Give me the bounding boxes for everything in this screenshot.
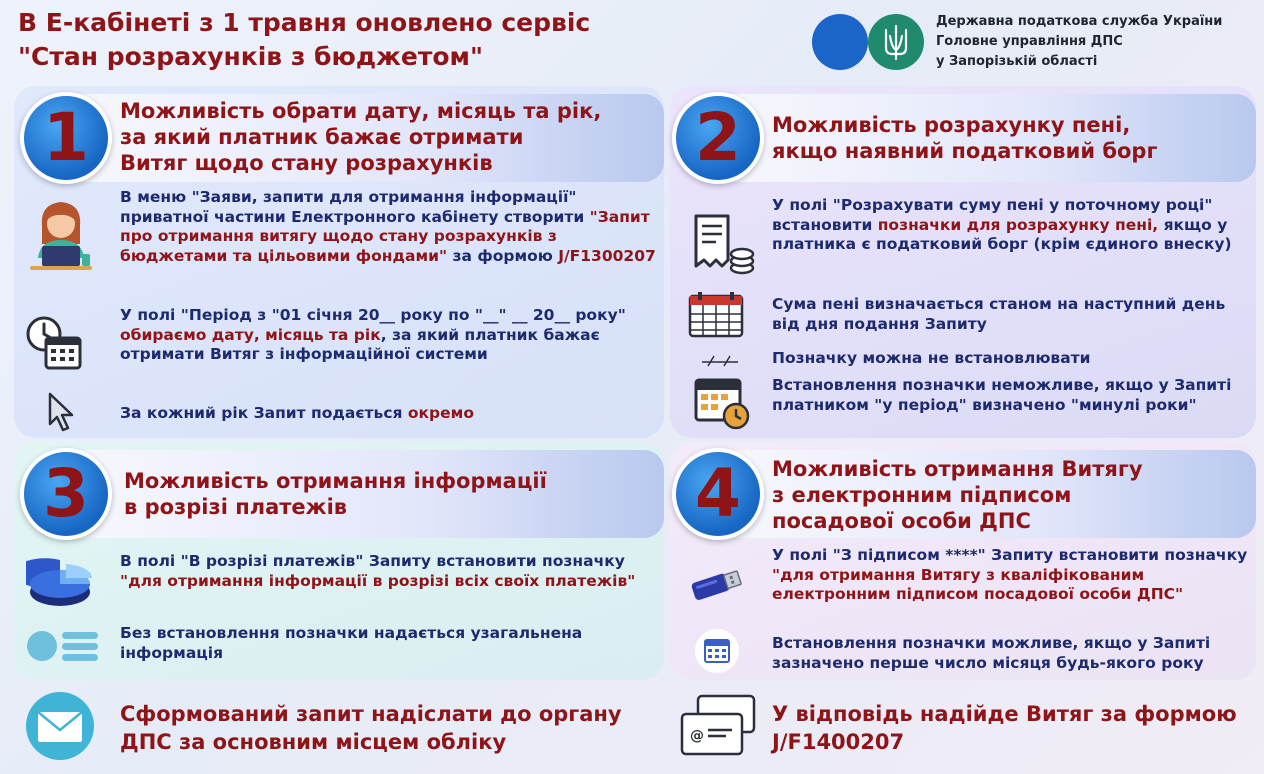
section-4-title [772,456,1252,534]
page-title [18,6,718,74]
text-run: , за який платник бажає отримати Витяг з інформаційної системи [120,325,600,363]
section-2-number-badge [672,92,764,184]
section-2-item-1-text [772,196,1252,255]
form-code: J/F1300207 [558,246,656,265]
text-run: За кожний рік Запит подається [120,404,408,422]
text-run: за формою [447,246,559,265]
section-2-item-2-text: Сума пені визначається станом на наступний день від дня подання Запиту [772,295,1226,333]
section-3-item-2-text: Без встановлення позначки надається узагальнена інформація [120,624,583,662]
section-4-item-2-text: Встановлення позначки можливе, якщо у Запиті зазначено перше число місяця будь-якого року [772,634,1211,672]
dash-icon [700,348,740,368]
pie-chart-icon [26,552,98,612]
woman-laptop-icon [24,196,98,272]
section-1-number: 1 [43,99,89,176]
text-run: У полі "З підписом ****" Запиту встановити позначку [772,546,1248,564]
usb-key-icon [686,562,746,606]
section-1-title-line: Витяг щодо стану розрахунків [120,151,493,175]
title-line-1: В Е-кабінеті з 1 травня оновлено сервіс [18,8,591,37]
section-2-title-line: якщо наявний податковий борг [772,139,1158,163]
separately-highlight: окремо [407,404,474,422]
text-run: У полі "Розрахувати суму пені у поточному році" встановити [772,196,1213,234]
email-cards-icon [676,690,762,760]
section-2-item-4-text: Встановлення позначки неможливе, якщо у Запиті платником "у період" визначено "минулі роки" [772,376,1232,414]
dps-logo-blue-circle [812,14,868,70]
all-payments-highlight: "для отримання інформації в розрізі всіх своїх платежів" [120,571,636,590]
org-line-1: Державна податкова служба України [936,14,1223,29]
section-4-item-1-text [772,546,1252,605]
text-run: У полі "Період з "01 січня 20__ року по "__" __ 20__ року" [120,306,626,324]
section-4-number-badge [672,448,764,540]
date-choice-highlight: обираємо дату, місяць та рік [120,325,381,344]
text-run: якщо у платника є податковий борг (крім єдиного внеску) [772,215,1232,253]
calendar-clock-icon [692,374,752,430]
envelope-icon [24,690,96,762]
request-name-highlight: "Запит про отримання витягу щодо стану розрахунків з бюджетами та цільовими фондами" [120,207,650,265]
section-4-title-line: посадової особи ДПС [772,509,1031,533]
section-1-title-line: за який платник бажає отримати [120,125,524,149]
list-icon [26,626,100,666]
section-2-number: 2 [695,99,741,176]
calendar-icon [686,290,746,340]
title-line-2: "Стан розрахунків з бюджетом" [18,42,483,71]
footer-right-text: У відповідь надійде Витяг за формою J/F1400207 [772,702,1237,754]
section-1-item-2-text [120,306,660,365]
section-1-item-3-text [120,404,660,424]
cursor-icon [44,390,78,434]
organization-name [936,12,1256,72]
section-3-title-line: Можливість отримання інформації [124,469,547,493]
org-line-2: Головне управління ДПС [936,34,1123,49]
calendar-small-icon [694,628,740,674]
section-3-title [124,468,654,520]
section-4-title-line: з електронним підписом [772,483,1072,507]
text-run: В полі "В розрізі платежів" Запиту встановити позначку [120,552,625,570]
trident-logo-icon [868,14,924,70]
receipt-coins-icon [688,208,758,278]
section-3-title-line: в розрізі платежів [124,495,348,519]
text-run: В меню "Заяви, запити для отримання інформації" приватної частини Електронного кабінету створити [120,188,590,226]
section-1-item-1-text [120,188,660,266]
section-1-title-line: Можливість обрати дату, місяць та рік, [120,99,602,123]
clock-calendar-icon [24,314,84,374]
footer-left-text: Сформований запит надіслати до органу ДПС за основним місцем обліку [120,702,622,754]
section-4-number: 4 [695,455,741,532]
org-line-3: у Запорізькій області [936,54,1098,69]
section-1-number-badge [20,92,112,184]
section-4-title-line: Можливість отримання Витягу [772,457,1143,481]
section-3-number-badge [20,448,112,540]
section-3-item-1-text [120,552,640,591]
section-2-title [772,112,1252,164]
section-1-title [120,98,660,176]
section-2-item-3-text: Позначку можна не встановлювати [772,349,1091,367]
section-3-number: 3 [43,455,89,532]
svg-text:@: @ [690,728,704,744]
section-2-title-line: Можливість розрахунку пені, [772,113,1131,137]
penalty-mark-highlight: позначки для розрахунку пені, [877,215,1159,234]
signature-highlight: "для отримання Витягу з кваліфікованим електронним підписом посадової особи ДПС" [772,565,1184,603]
